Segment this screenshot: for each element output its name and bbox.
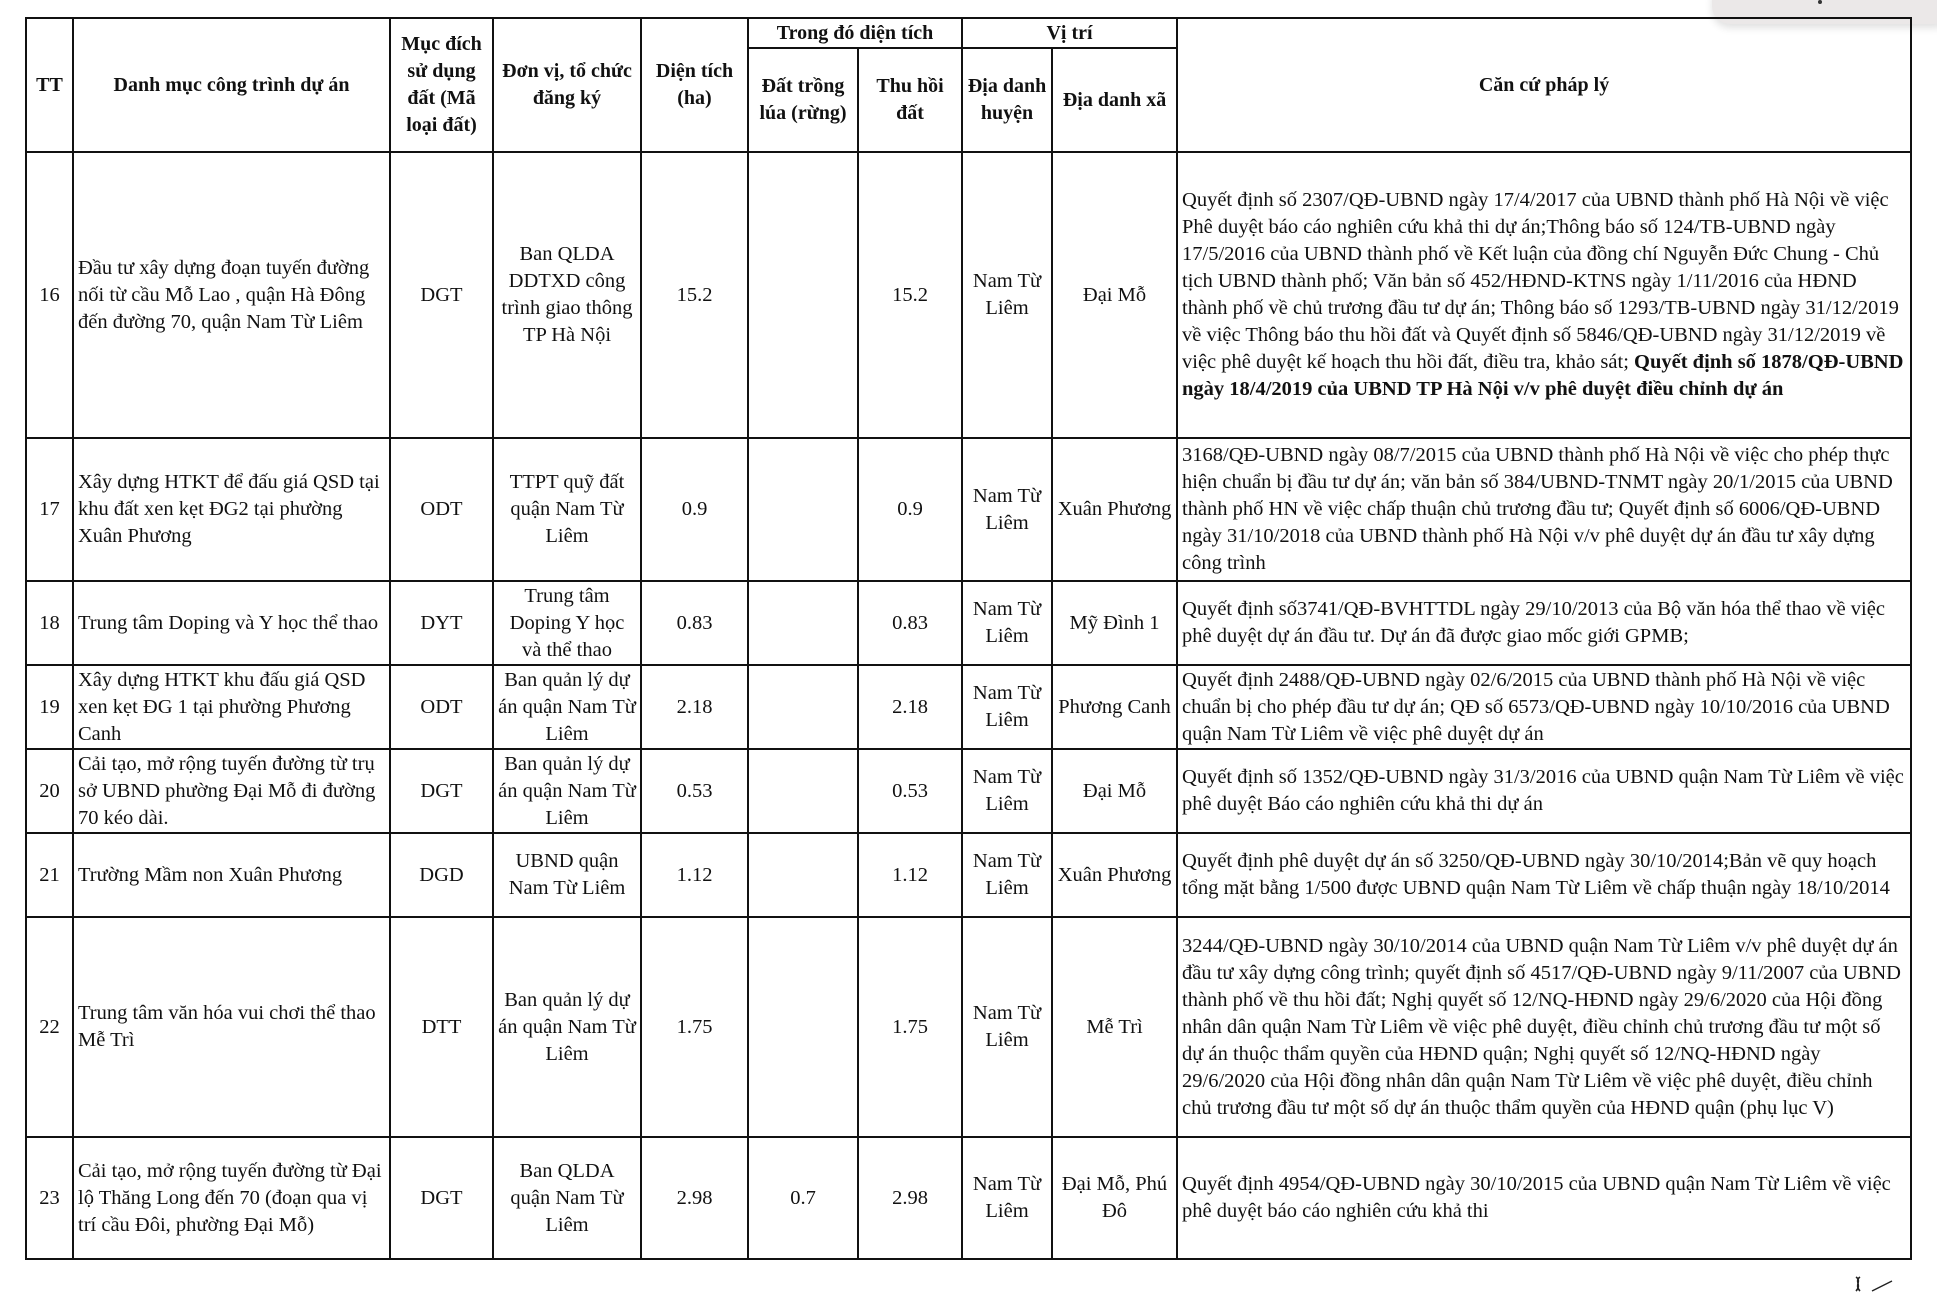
table-row: [26, 749, 1911, 833]
cell-commune: Đại Mỗ: [1052, 152, 1177, 438]
cell-area: 0.83: [641, 581, 748, 665]
table-row: [26, 438, 1911, 581]
cell-unit: Ban QLDA quận Nam Từ Liêm: [493, 1137, 641, 1259]
header-rice-land: Đất trồng lúa (rừng): [748, 48, 858, 152]
cell-unit: Trung tâm Doping Y học và thể thao: [493, 581, 641, 665]
cell-commune: Đại Mỗ, Phú Đô: [1052, 1137, 1177, 1259]
cell-recovered: 0.9: [858, 438, 962, 581]
cell-tt: 22: [26, 917, 73, 1137]
cell-area: 2.18: [641, 665, 748, 749]
header-purpose: Mục đích sử dụng đất (Mã loại đất): [390, 18, 493, 152]
cell-recovered: 0.53: [858, 749, 962, 833]
cell-purpose: DGT: [390, 749, 493, 833]
cell-recovered: 15.2: [858, 152, 962, 438]
header-project: Danh mục công trình dự án: [73, 18, 390, 152]
cell-unit: Ban QLDA DDTXD công trình giao thông TP Hà Nội: [493, 152, 641, 438]
cell-district: Nam Từ Liêm: [962, 1137, 1052, 1259]
cell-unit: UBND quận Nam Từ Liêm: [493, 833, 641, 917]
header-commune: Địa danh xã: [1052, 48, 1177, 152]
cell-rice-land: [748, 833, 858, 917]
cell-district: Nam Từ Liêm: [962, 917, 1052, 1137]
header-group-area: Trong đó diện tích: [748, 18, 962, 48]
cell-tt: 18: [26, 581, 73, 665]
cell-unit: Ban quản lý dự án quận Nam Từ Liêm: [493, 749, 641, 833]
handwritten-initial-mark: [1852, 1275, 1912, 1292]
legal-text-bold: Quyết định số 1878/QĐ-UBND ngày 18/4/2019 của UBND TP Hà Nội v/v phê duyệt điều chỉnh dự án: [1182, 351, 1904, 400]
cell-project: Trung tâm Doping và Y học thể thao: [73, 581, 390, 665]
cell-legal: 3244/QĐ-UBND ngày 30/10/2014 của UBND quận Nam Từ Liêm v/v phê duyệt dự án đầu tư xây dựng công trình; quyết định số 4517/QĐ-UBND ngày 9/11/2007 của UBND thành phố về thu hồi đất; Nghị quyết số 12/NQ-HĐND ngày 29/6/2020 của Hội đồng nhân dân quận Nam Từ Liêm về việc phê duyệt, điều chỉnh chủ trương đầu tư một số dự án thuộc thẩm quyền của HĐND quận; Nghị quyết số 12/NQ-HĐND ngày 29/6/2020 của Hội đồng nhân dân quận Nam Từ Liêm về việc phê duyệt, điều chỉnh chủ trương đầu tư một số dự án thuộc thẩm quyền của HĐND quận (phụ lục V): [1177, 917, 1911, 1137]
cell-area: 0.9: [641, 438, 748, 581]
cell-project: Trung tâm văn hóa vui chơi thể thao Mễ Trì: [73, 917, 390, 1137]
cell-purpose: ODT: [390, 665, 493, 749]
cell-rice-land: [748, 438, 858, 581]
cell-district: Nam Từ Liêm: [962, 749, 1052, 833]
header-legal: Căn cứ pháp lý: [1177, 18, 1911, 152]
cell-commune: Xuân Phương: [1052, 438, 1177, 581]
cell-recovered: 1.75: [858, 917, 962, 1137]
cell-legal: 3168/QĐ-UBND ngày 08/7/2015 của UBND thành phố Hà Nội về việc cho phép thực hiện chuẩn bị đầu tư dự án; văn bản số 384/UBND-TNMT ngày 20/1/2015 của UBND thành phố HN về việc chấp thuận chủ trương đầu tư; Quyết định số 6006/QĐ-UBND ngày 31/10/2018 của UBND thành phố Hà Nội v/v phê duyệt dự án đầu tư xây dựng công trình: [1177, 438, 1911, 581]
cell-district: Nam Từ Liêm: [962, 833, 1052, 917]
cell-legal: [1177, 152, 1911, 438]
cell-tt: 23: [26, 1137, 73, 1259]
cell-district: Nam Từ Liêm: [962, 438, 1052, 581]
cell-project: Cải tạo, mở rộng tuyến đường từ trụ sở UBND phường Đại Mỗ đi đường 70 kéo dài.: [73, 749, 390, 833]
cell-rice-land: [748, 665, 858, 749]
cell-rice-land: 0.7: [748, 1137, 858, 1259]
table-row: [26, 833, 1911, 917]
cell-recovered: 0.83: [858, 581, 962, 665]
cell-purpose: DGT: [390, 1137, 493, 1259]
cell-legal: Quyết định 4954/QĐ-UBND ngày 30/10/2015 của UBND quận Nam Từ Liêm về việc phê duyệt báo cáo nghiên cứu khả thi: [1177, 1137, 1911, 1259]
cell-recovered: 2.98: [858, 1137, 962, 1259]
cell-tt: 20: [26, 749, 73, 833]
header-unit: Đơn vị, tổ chức đăng ký: [493, 18, 641, 152]
header-tt: TT: [26, 18, 73, 152]
cell-tt: 21: [26, 833, 73, 917]
table-row: [26, 581, 1911, 665]
cell-commune: Mỹ Đình 1: [1052, 581, 1177, 665]
cell-commune: Mễ Trì: [1052, 917, 1177, 1137]
land-use-projects-table: [25, 17, 1912, 1260]
cell-area: 1.75: [641, 917, 748, 1137]
cell-project: Xây dựng HTKT để đấu giá QSD tại khu đất xen kẹt ĐG2 tại phường Xuân Phương: [73, 438, 390, 581]
cell-unit: Ban quản lý dự án quận Nam Từ Liêm: [493, 665, 641, 749]
cell-commune: Đại Mỗ: [1052, 749, 1177, 833]
cell-purpose: DGD: [390, 833, 493, 917]
table-row: [26, 1137, 1911, 1259]
cell-district: Nam Từ Liêm: [962, 581, 1052, 665]
header-row-group: [26, 18, 1911, 48]
cell-rice-land: [748, 581, 858, 665]
cell-rice-land: [748, 917, 858, 1137]
cell-project: Cải tạo, mở rộng tuyến đường từ Đại lộ Thăng Long đến 70 (đoạn qua vị trí cầu Đôi, phường Đại Mỗ): [73, 1137, 390, 1259]
cell-district: Nam Từ Liêm: [962, 665, 1052, 749]
cell-purpose: DYT: [390, 581, 493, 665]
cell-tt: 16: [26, 152, 73, 438]
overlay-handle-dot: [1818, 0, 1822, 4]
table-row: [26, 152, 1911, 438]
table-row: [26, 917, 1911, 1137]
cell-rice-land: [748, 152, 858, 438]
cell-purpose: DGT: [390, 152, 493, 438]
cell-area: 15.2: [641, 152, 748, 438]
cell-legal: Quyết định phê duyệt dự án số 3250/QĐ-UBND ngày 30/10/2014;Bản vẽ quy hoạch tổng mặt bằng 1/500 được UBND quận Nam Từ Liêm về chấp thuận ngày 18/10/2014: [1177, 833, 1911, 917]
cell-commune: Xuân Phương: [1052, 833, 1177, 917]
cell-district: Nam Từ Liêm: [962, 152, 1052, 438]
cell-commune: Phương Canh: [1052, 665, 1177, 749]
cell-project: Trường Mầm non Xuân Phương: [73, 833, 390, 917]
cell-tt: 19: [26, 665, 73, 749]
cell-tt: 17: [26, 438, 73, 581]
cell-area: 2.98: [641, 1137, 748, 1259]
cell-purpose: DTT: [390, 917, 493, 1137]
table-row: [26, 665, 1911, 749]
header-district: Địa danh huyện: [962, 48, 1052, 152]
cell-unit: Ban quản lý dự án quận Nam Từ Liêm: [493, 917, 641, 1137]
cell-project: Đầu tư xây dựng đoạn tuyến đường nối từ cầu Mỗ Lao , quận Hà Đông đến đường 70, quận Nam Từ Liêm: [73, 152, 390, 438]
cell-purpose: ODT: [390, 438, 493, 581]
cell-project: Xây dựng HTKT khu đấu giá QSD xen kẹt ĐG 1 tại phường Phương Canh: [73, 665, 390, 749]
cell-unit: TTPT quỹ đất quận Nam Từ Liêm: [493, 438, 641, 581]
header-recovered: Thu hồi đất: [858, 48, 962, 152]
cell-legal: Quyết định số 1352/QĐ-UBND ngày 31/3/2016 của UBND quận Nam Từ Liêm về việc phê duyệt Báo cáo nghiên cứu khả thi dự án: [1177, 749, 1911, 833]
cell-legal: Quyết định 2488/QĐ-UBND ngày 02/6/2015 của UBND thành phố Hà Nội về việc chuẩn bị cho phép đầu tư dự án; QĐ số 6573/QĐ-UBND ngày 10/10/2016 của UBND quận Nam Từ Liêm về việc phê duyệt dự án: [1177, 665, 1911, 749]
cell-rice-land: [748, 749, 858, 833]
cell-area: 1.12: [641, 833, 748, 917]
cell-recovered: 1.12: [858, 833, 962, 917]
cell-legal: Quyết định số3741/QĐ-BVHTTDL ngày 29/10/2013 của Bộ văn hóa thể thao về việc phê duyệt dự án đầu tư. Dự án đã được giao mốc giới GPMB;: [1177, 581, 1911, 665]
cell-recovered: 2.18: [858, 665, 962, 749]
cell-area: 0.53: [641, 749, 748, 833]
legal-text: Quyết định số 2307/QĐ-UBND ngày 17/4/2017 của UBND thành phố Hà Nội về việc Phê duyệt báo cáo nghiên cứu khả thi dự án;Thông báo số 124/TB-UBND ngày 17/5/2016 của UBND thành phố về Kết luận của đồng chí Nguyễn Đức Chung - Chủ tịch UBND thành phố; Văn bản số 452/HĐND-KTNS ngày 1/11/2016 của HĐND thành phố về chủ trương đầu tư dự án; Thông báo số 1293/TB-UBND ngày 31/12/2019 về việc Thông báo thu hồi đất và Quyết định số 5846/QĐ-UBND ngày 31/12/2019 về việc phê duyệt kế hoạch thu hồi đất, điều tra, khảo sát;: [1182, 189, 1899, 373]
header-area: Diện tích (ha): [641, 18, 748, 152]
header-group-location: Vị trí: [962, 18, 1177, 48]
